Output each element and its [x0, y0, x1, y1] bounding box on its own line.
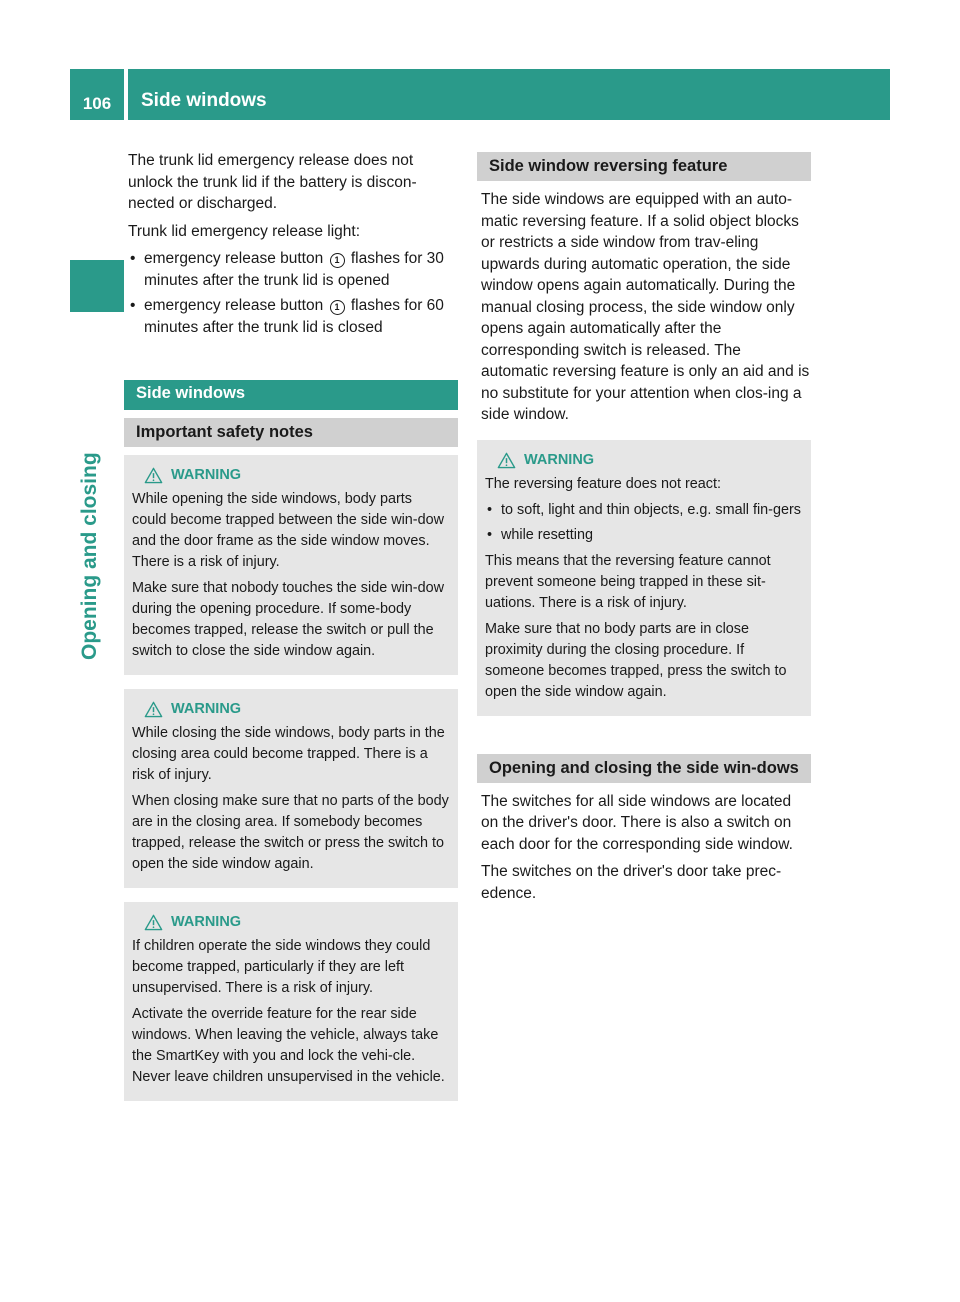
warning-box	[477, 440, 811, 716]
chapter-tab-marker	[70, 260, 124, 312]
warning-text: This means that the reversing feature cannot prevent someone being trapped in these sit-uations. There is a risk of injury.	[485, 552, 771, 611]
intro-paragraph: The trunk lid emergency release does not unlock the trunk lid if the battery is discon-nected or discharged.	[128, 152, 417, 212]
list-item: • to soft, light and thin objects, e.g. small fin-gers	[485, 500, 803, 521]
list-item: • while resetting	[485, 525, 803, 546]
warning-text: While opening the side windows, body parts could become trapped between the side win-dow and the door frame as the side window moves. There is a risk of injury.	[132, 490, 444, 570]
warning-triangle-icon	[144, 467, 163, 484]
warning-label: WARNING	[171, 466, 242, 483]
warning-box	[124, 689, 458, 888]
section-title: Side windows	[124, 380, 458, 410]
warning-header	[132, 912, 450, 933]
warning-text: Make sure that no body parts are in close proximity during the closing procedure. If someone becomes trapped, press the switch to open the side window again.	[485, 620, 787, 700]
list-item: • emergency release button 1 flashes for 30 minutes after the trunk lid is opened	[128, 248, 458, 291]
light-heading: Trunk lid emergency release light:	[128, 222, 361, 240]
chapter-label: Opening and closing	[78, 452, 101, 660]
reference-1-icon: 1	[330, 253, 345, 268]
warning-label: WARNING	[171, 700, 242, 717]
warning-text: Activate the override feature for the rear side windows. When leaving the vehicle, always take the SmartKey with you and lock the vehi-cle. Never leave children unsupervised in the vehicle.	[132, 1005, 445, 1085]
list-item: • emergency release button 1 flashes for 60 minutes after the trunk lid is closed	[128, 295, 458, 338]
reference-1-icon: 1	[330, 300, 345, 315]
warning-triangle-icon	[497, 452, 516, 469]
right-column	[477, 152, 811, 910]
opening-text: The switches on the driver's door take prec-edence.	[481, 863, 782, 902]
warning-text: When closing make sure that no parts of the body are in the closing area. If somebody becomes trapped, release the switch or press the switch to open the side window again.	[132, 792, 449, 872]
warning-header	[132, 465, 450, 486]
reversing-feature-title: Side window reversing feature	[477, 152, 811, 181]
reversing-feature-text: The side windows are equipped with an auto-matic reversing feature. If a solid object blocks or restricts a side window from trav-eling upwards during automatic operation, the side window opens again automatically. During the manual closing process, the side window only opens again automatically after the corresponding switch is released. The automatic reversing feature is only an aid and is no substitute for your attention when clos-ing a side window.	[481, 191, 810, 423]
warning-header	[485, 450, 803, 471]
chapter-side-tab	[70, 120, 124, 1240]
subsection-title: Important safety notes	[124, 418, 458, 447]
warning-label: WARNING	[171, 913, 242, 930]
left-column	[124, 150, 458, 1115]
page-number-box	[70, 69, 124, 120]
warning-box	[124, 455, 458, 675]
warning-box	[124, 902, 458, 1101]
warning-text: If children operate the side windows they could become trapped, particularly if they are left unsupervised. There is a risk of injury.	[132, 937, 431, 996]
header-bar	[128, 69, 890, 120]
warning-text: While closing the side windows, body parts in the closing area could become trapped. There is a risk of injury.	[132, 724, 445, 783]
page-number: 106	[82, 94, 112, 113]
warning-triangle-icon	[144, 701, 163, 718]
warning-list	[485, 500, 803, 546]
light-list	[128, 248, 458, 338]
opening-closing-title: Opening and closing the side win-dows	[477, 754, 811, 783]
warning-text: Make sure that nobody touches the side win-dow during the opening procedure. If some-body becomes trapped, release the switch or pull the switch to close the side window again.	[132, 579, 444, 659]
opening-text: The switches for all side windows are located on the driver's door. There is also a switch on each door for the corresponding side window.	[481, 792, 793, 853]
warning-header	[132, 699, 450, 720]
warning-label: WARNING	[524, 451, 595, 468]
page-title: Side windows	[141, 90, 267, 111]
warning-text: The reversing feature does not react:	[485, 475, 721, 492]
warning-triangle-icon	[144, 914, 163, 931]
